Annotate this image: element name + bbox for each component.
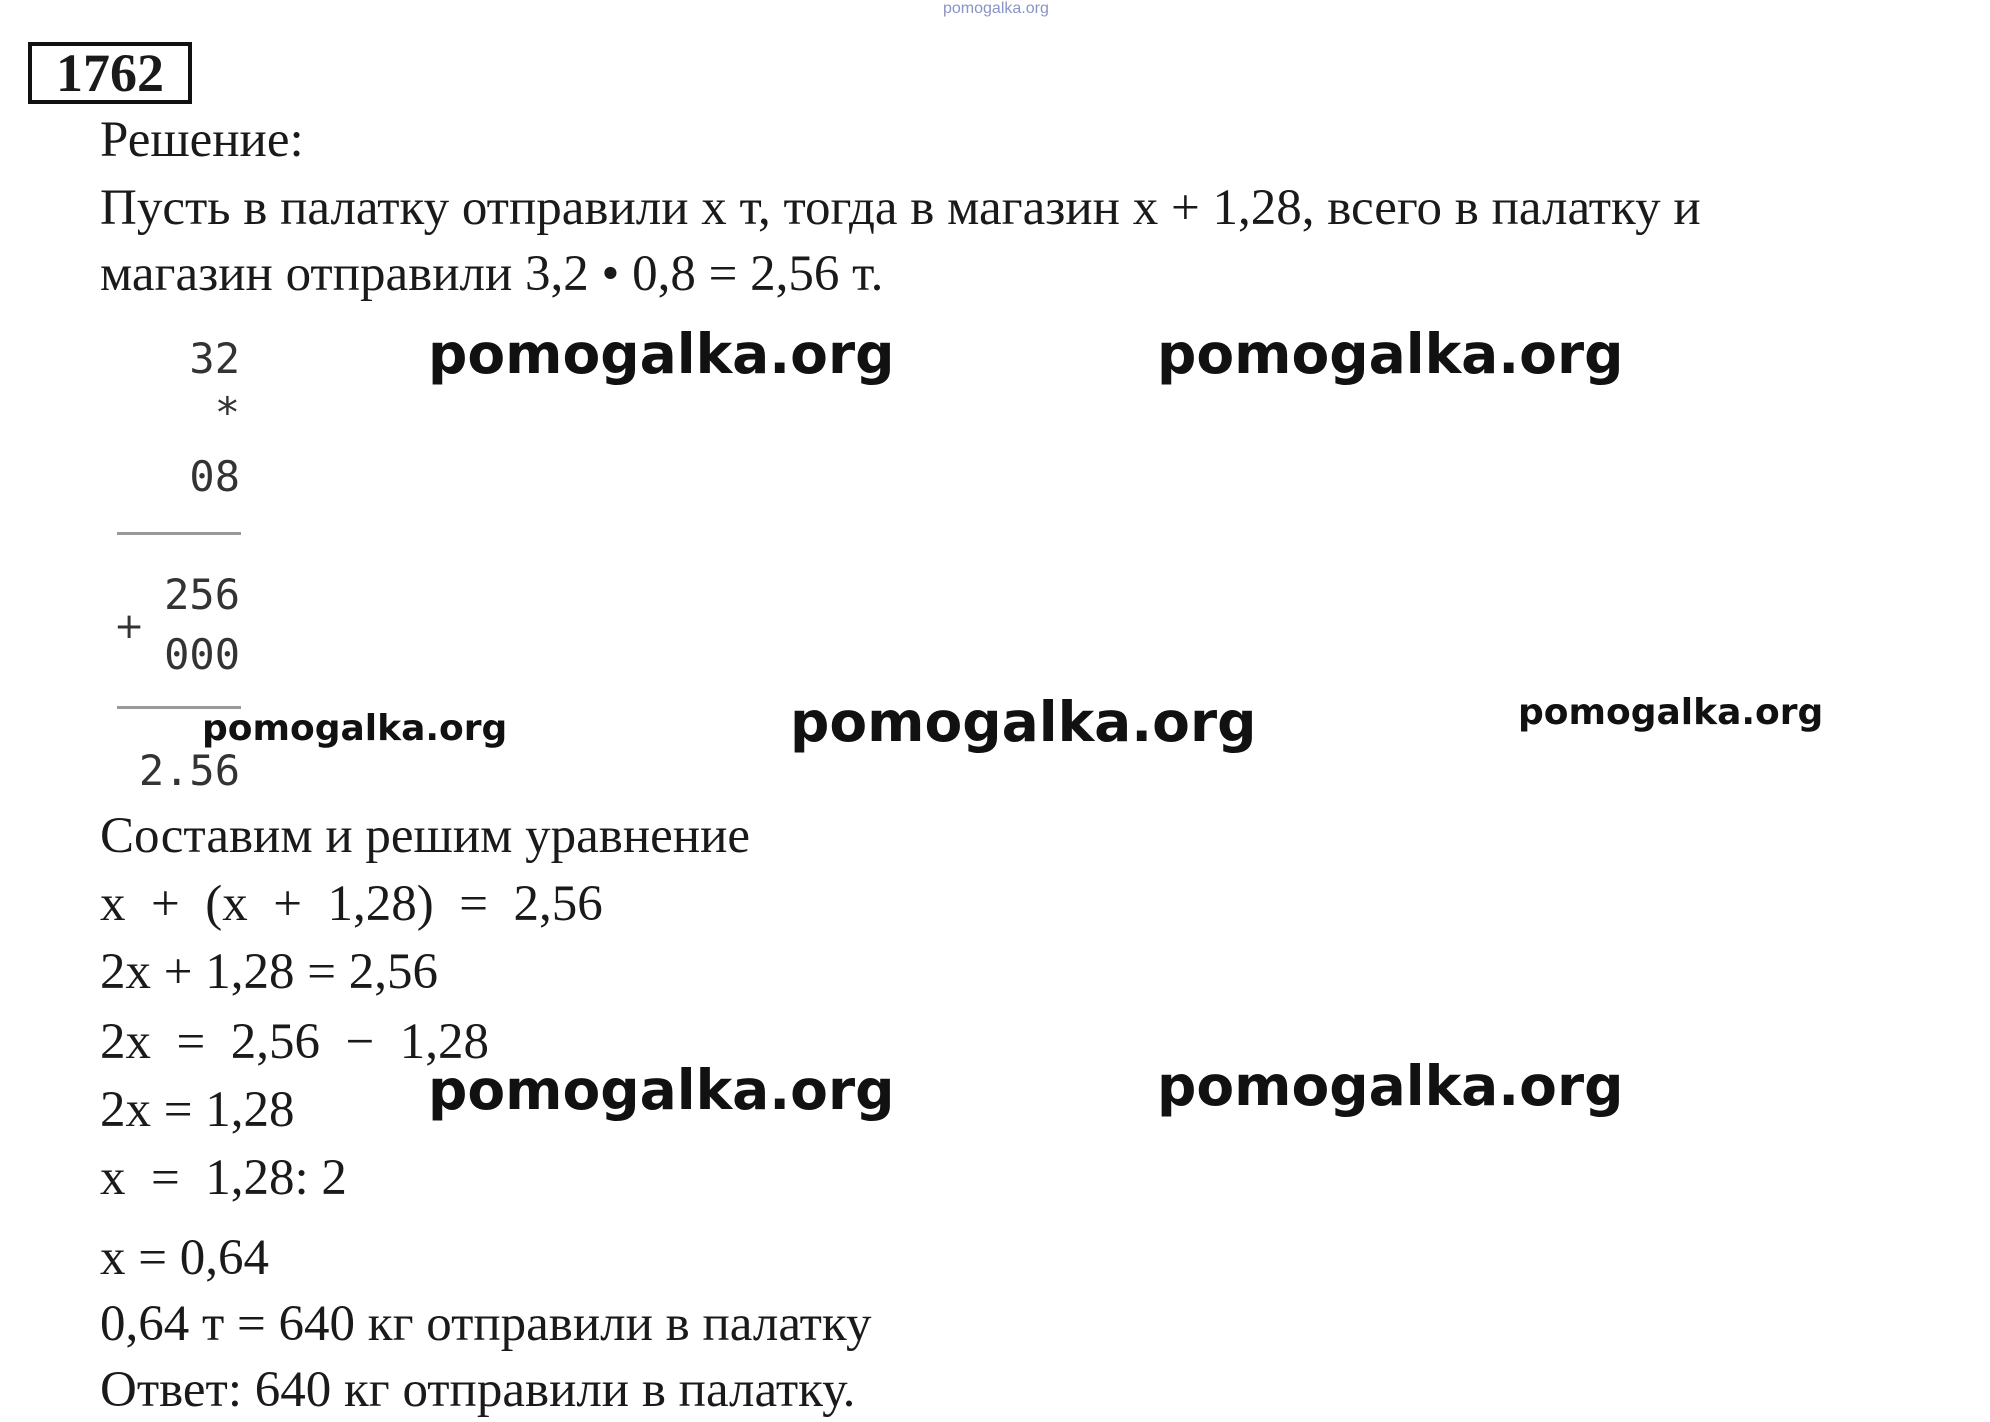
equation-line-2: 2х + 1,28 = 2,56 — [100, 944, 439, 1000]
conversion-line: 0,64 т = 640 кг отправили в палатку — [100, 1296, 872, 1352]
watermark-row2-small-left: pomogalka.org — [202, 708, 508, 749]
calc-divider-1 — [117, 532, 241, 535]
equation-heading: Составим и решим уравнение — [100, 808, 751, 864]
watermark-row3-right: pomogalka.org — [1157, 1054, 1624, 1118]
plus-sign: + — [114, 606, 145, 647]
watermark-row1-right: pomogalka.org — [1157, 322, 1624, 386]
equation-line-6: х = 0,64 — [100, 1230, 270, 1286]
watermark-row2-center: pomogalka.org — [790, 690, 1257, 754]
product-result: 2.56 — [138, 746, 240, 795]
equation-line-5: х = 1,28: 2 — [100, 1150, 347, 1206]
watermark-row3-left: pomogalka.org — [428, 1058, 895, 1122]
partial-product-1: 256 — [164, 570, 240, 619]
partial-product-2: 000 — [164, 630, 240, 679]
intro-line-1: Пусть в палатку отправили х т, тогда в магазин х + 1,28, всего в палатку и — [100, 180, 1701, 236]
equation-line-3: 2х = 2,56 − 1,28 — [100, 1014, 490, 1070]
equation-line-1: х + (х + 1,28) = 2,56 — [100, 876, 603, 932]
answer-line: Ответ: 640 кг отправили в палатку. — [100, 1362, 856, 1418]
watermark-row2-small-right: pomogalka.org — [1518, 692, 1824, 733]
equation-line-4: 2х = 1,28 — [100, 1082, 295, 1138]
problem-number: 1762 — [28, 42, 192, 104]
multiply-operator: * — [214, 388, 240, 437]
watermark-row1-left: pomogalka.org — [428, 322, 895, 386]
multiplier: 08 — [189, 452, 240, 501]
solution-label: Решение: — [100, 112, 304, 168]
multiplicand: 32 — [189, 334, 240, 383]
top-watermark: pomogalka.org — [943, 0, 1049, 17]
intro-line-2: магазин отправили 3,2 • 0,8 = 2,56 т. — [100, 246, 884, 302]
